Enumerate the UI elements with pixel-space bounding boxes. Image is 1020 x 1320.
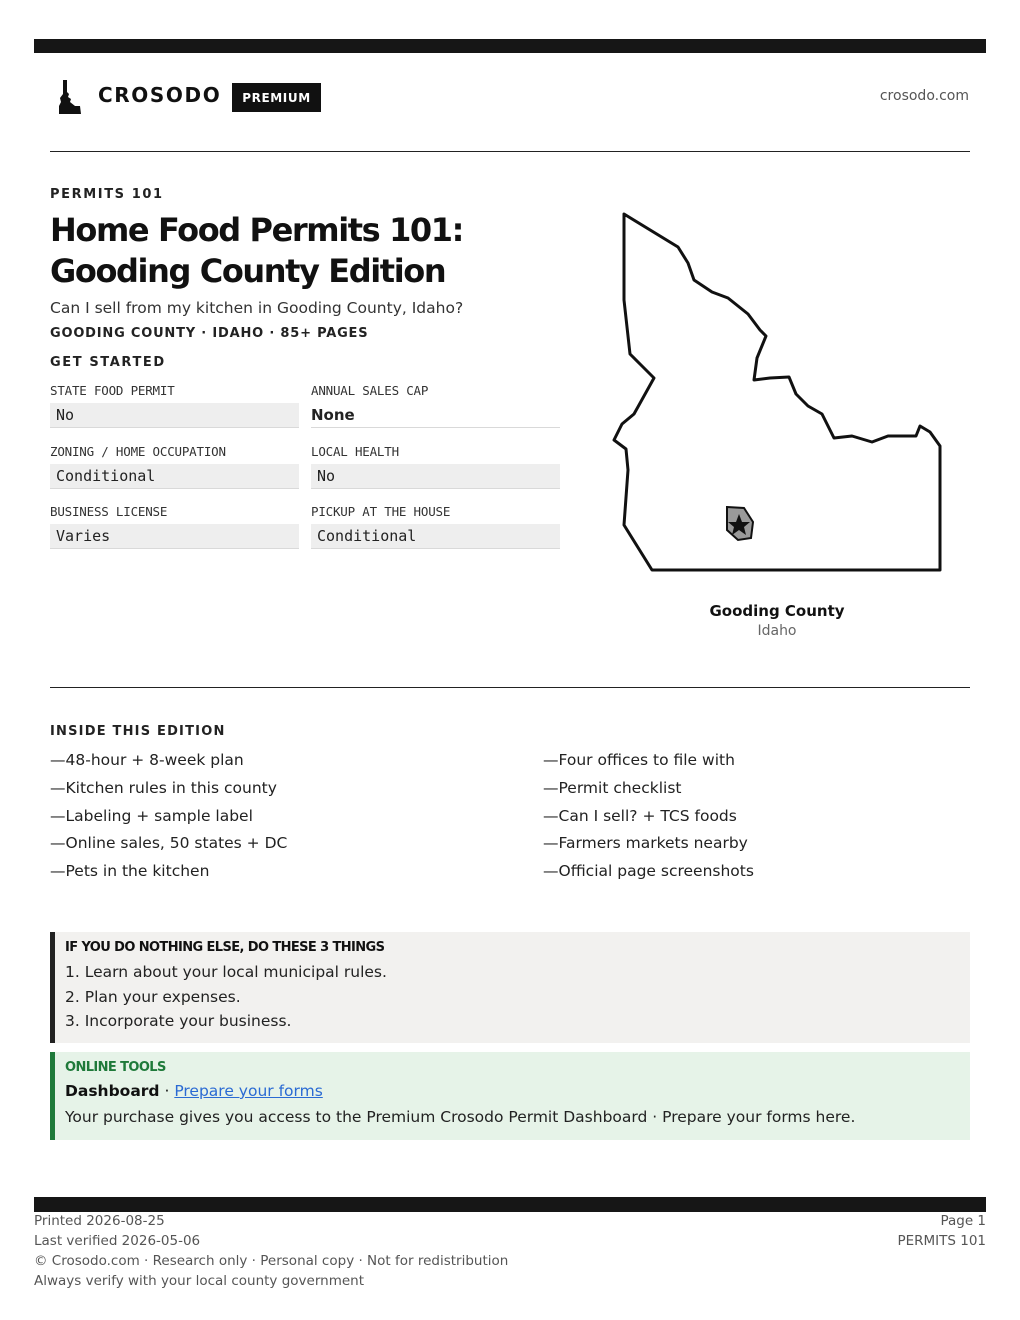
field-business-license [50,504,299,549]
field-label: STATE FOOD PERMIT [50,383,175,398]
tools-heading: ONLINE TOOLS [65,1060,166,1075]
field-value: No [50,403,299,428]
field-label: ZONING / HOME OCCUPATION [50,444,226,459]
toc-item[interactable]: —Online sales, 50 states + DC [50,834,288,853]
field-label: LOCAL HEALTH [311,444,399,459]
verified-date: Last verified 2026-05-06 [34,1233,201,1249]
toc-item[interactable]: —48-hour + 8-week plan [50,751,244,769]
field-annual-sales-cap [311,383,560,428]
online-tools-callout [50,1052,970,1140]
field-state-food-permit [50,383,299,428]
callout-item: 1. Learn about your local municipal rules. [65,963,387,981]
callout-item: 2. Plan your expenses. [65,987,241,1006]
field-label: BUSINESS LICENSE [50,504,168,519]
field-pickup [311,504,560,549]
page-number: Page 1 [940,1213,986,1229]
bottom-bar [34,1197,986,1212]
tools-dashboard-row [65,1082,970,1108]
field-value: Varies [50,524,299,549]
field-value: Conditional [311,524,560,549]
toc-item[interactable]: —Permit checklist [543,778,682,797]
toc-left-column [50,747,287,886]
page-title [50,210,570,292]
top-bar [34,39,986,53]
toc-item[interactable]: —Farmers markets nearby [543,834,748,853]
footer-right [897,1211,986,1251]
callout-heading: IF YOU DO NOTHING ELSE, DO THESE 3 THINGS [65,940,385,955]
toc-item[interactable]: —Four offices to file with [543,751,735,769]
field-zoning [50,444,299,489]
map-county-name: Gooding County [709,602,845,620]
toc-item[interactable]: —Pets in the kitchen [50,862,210,881]
title-line-1: Home Food Permits 101: [50,211,464,249]
toc-item[interactable]: —Labeling + sample label [50,806,253,825]
copyright: © Crosodo.com · Research only · Personal copy · Not for redistribution [34,1253,509,1269]
field-label: ANNUAL SALES CAP [311,383,429,398]
toc-item[interactable]: —Kitchen rules in this county [50,778,277,797]
field-value: No [311,464,560,489]
field-value: Conditional [50,464,299,489]
field-label: PICKUP AT THE HOUSE [311,504,451,519]
toc-right-column [543,747,754,886]
idaho-map [610,210,945,575]
get-started-label: GET STARTED [50,355,166,370]
prepare-forms-link[interactable]: Prepare your forms [174,1082,323,1100]
dashboard-label: Dashboard [65,1082,160,1100]
premium-badge: PREMIUM [232,83,321,112]
printed-date: Printed 2026-08-25 [34,1213,165,1229]
tools-description: Your purchase gives you access to the Premium Crosodo Permit Dashboard · Prepare your forms here. [65,1108,856,1126]
brand-name[interactable]: CROSODO [98,83,222,107]
key-actions-callout [50,932,970,1043]
title-line-2: Gooding County Edition [50,252,446,290]
eyebrow-label: PERMITS 101 [50,187,164,202]
disclaimer: Always verify with your local county government [34,1273,364,1289]
map-state-name: Idaho [757,623,797,639]
toc-heading: INSIDE THIS EDITION [50,724,226,739]
toc-item[interactable]: —Can I sell? + TCS foods [543,806,737,825]
idaho-outline [614,214,940,570]
field-value: None [311,403,560,428]
separator: · [159,1082,175,1100]
section-divider [50,687,970,688]
callout-item: 3. Incorporate your business. [65,1012,292,1031]
field-local-health [311,444,560,489]
footer-left [34,1211,508,1291]
toc-item[interactable]: —Official page screenshots [543,862,754,881]
header-divider [50,151,970,152]
meta-line: GOODING COUNTY · IDAHO · 85+ PAGES [50,326,369,341]
site-url[interactable]: crosodo.com [879,88,969,104]
idaho-logo-icon [58,80,82,114]
footer-section: PERMITS 101 [897,1233,986,1249]
subtitle: Can I sell from my kitchen in Gooding County, Idaho? [50,299,464,317]
